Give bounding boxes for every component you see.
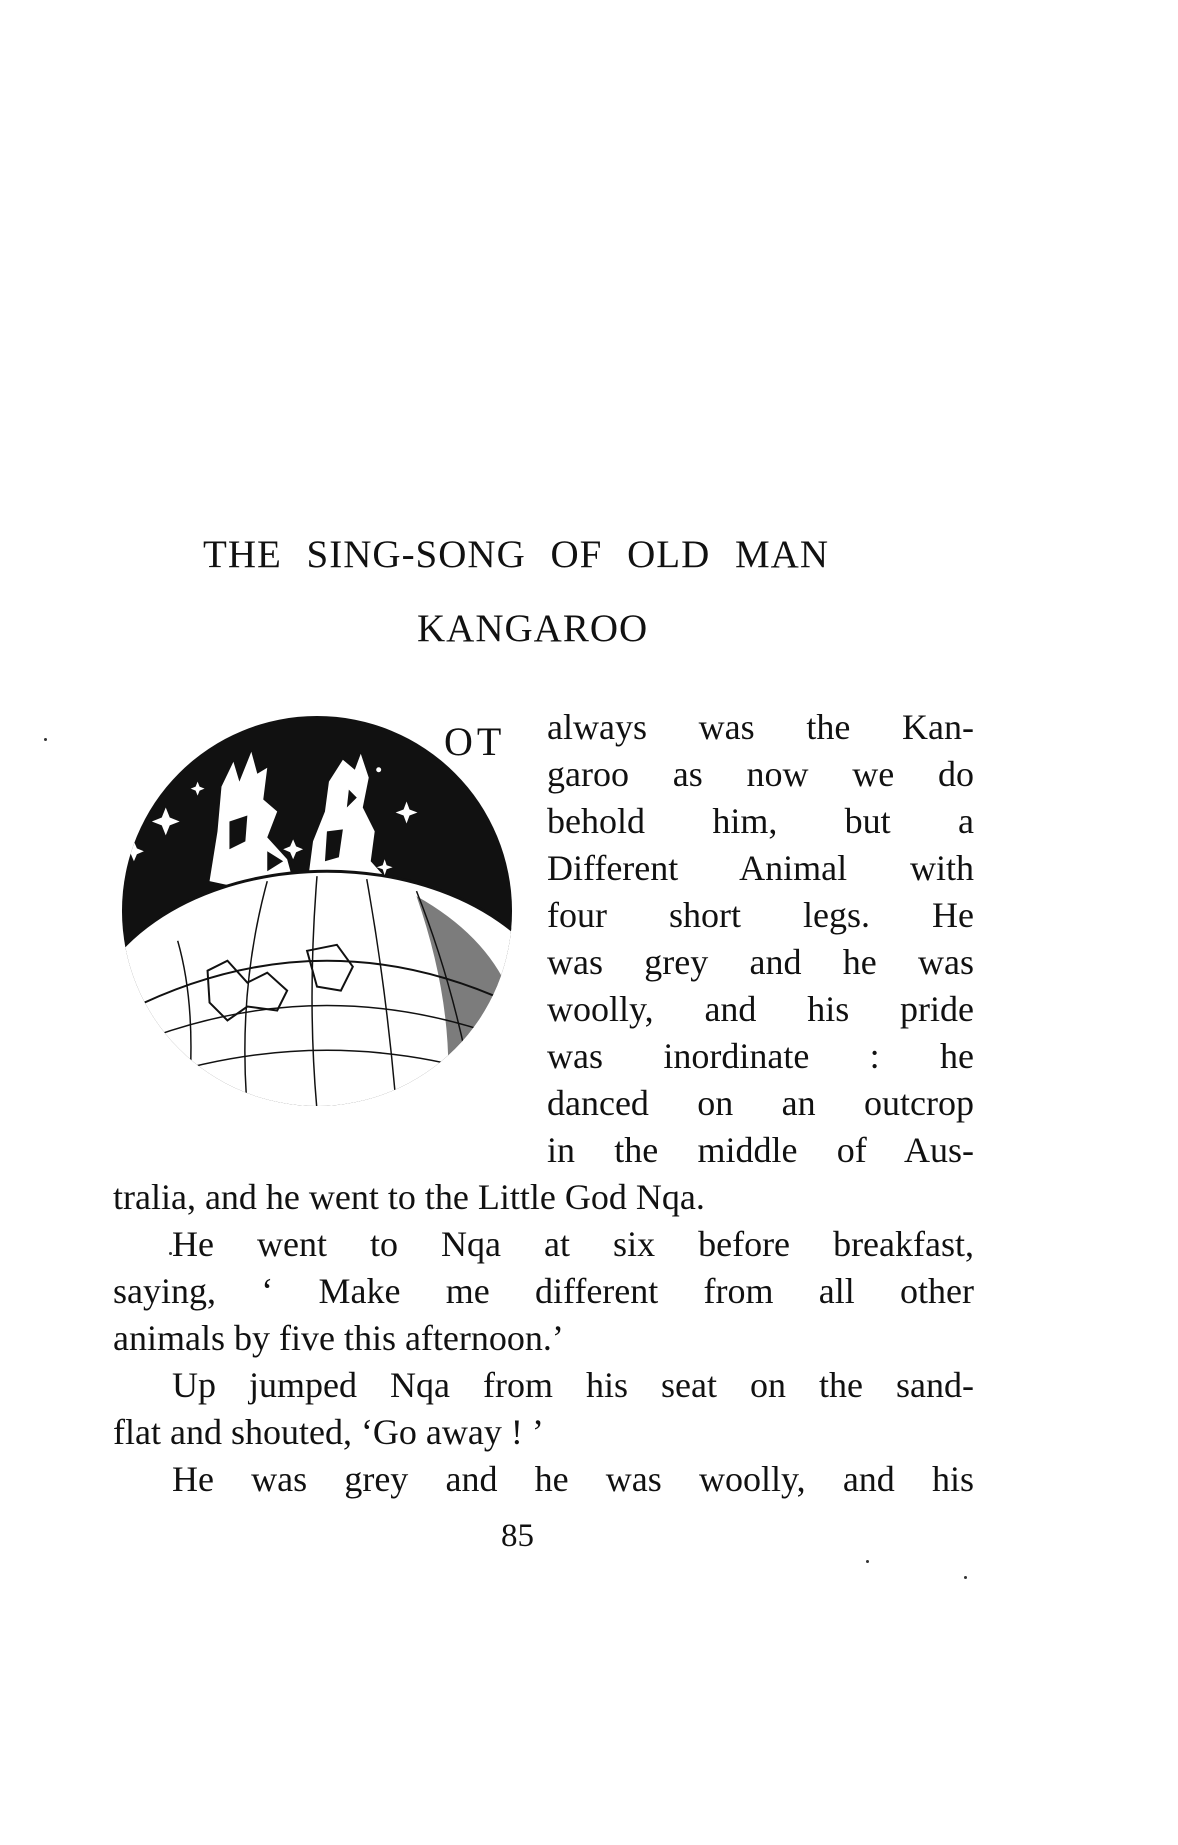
text-line: danced on an outcrop (547, 1083, 974, 1123)
chapter-title-line-1: THE SING-SONG OF OLD MAN (203, 533, 829, 576)
text-line: Different Animal with (547, 848, 974, 888)
text-line: flat and shouted, ‘Go away ! ’ (113, 1412, 544, 1452)
text-line: was grey and he was (547, 942, 974, 982)
ink-speck (169, 1252, 172, 1255)
text-line: animals by five this afternoon.’ (113, 1318, 564, 1358)
globe (118, 871, 516, 1110)
text-line: garoo as now we do (547, 754, 974, 794)
text-line: saying, ‘ Make me different from all other (113, 1271, 974, 1311)
kangaroo-globe-illustration (118, 712, 516, 1110)
text-line: Up jumped Nqa from his seat on the sand- (172, 1365, 974, 1405)
text-line: He was grey and he was woolly, and his (172, 1459, 974, 1499)
chapter-title-line-2: KANGAROO (417, 607, 649, 650)
text-line: woolly, and his pride (547, 989, 974, 1029)
text-line: behold him, but a (547, 801, 974, 841)
text-line: He went to Nqa at six before breakfast, (172, 1224, 974, 1264)
page-number: 85 (501, 1518, 534, 1554)
text-line: four short legs. He (547, 895, 974, 935)
ink-speck (964, 1576, 967, 1579)
text-line: was inordinate : he (547, 1036, 974, 1076)
text-line: always was the Kan- (547, 707, 974, 747)
ink-speck (44, 738, 47, 741)
ink-speck (866, 1560, 869, 1563)
text-line: in the middle of Aus- (547, 1130, 974, 1170)
drop-cap: OT (444, 719, 506, 764)
text-line: tralia, and he went to the Little God Nqa. (113, 1177, 705, 1217)
